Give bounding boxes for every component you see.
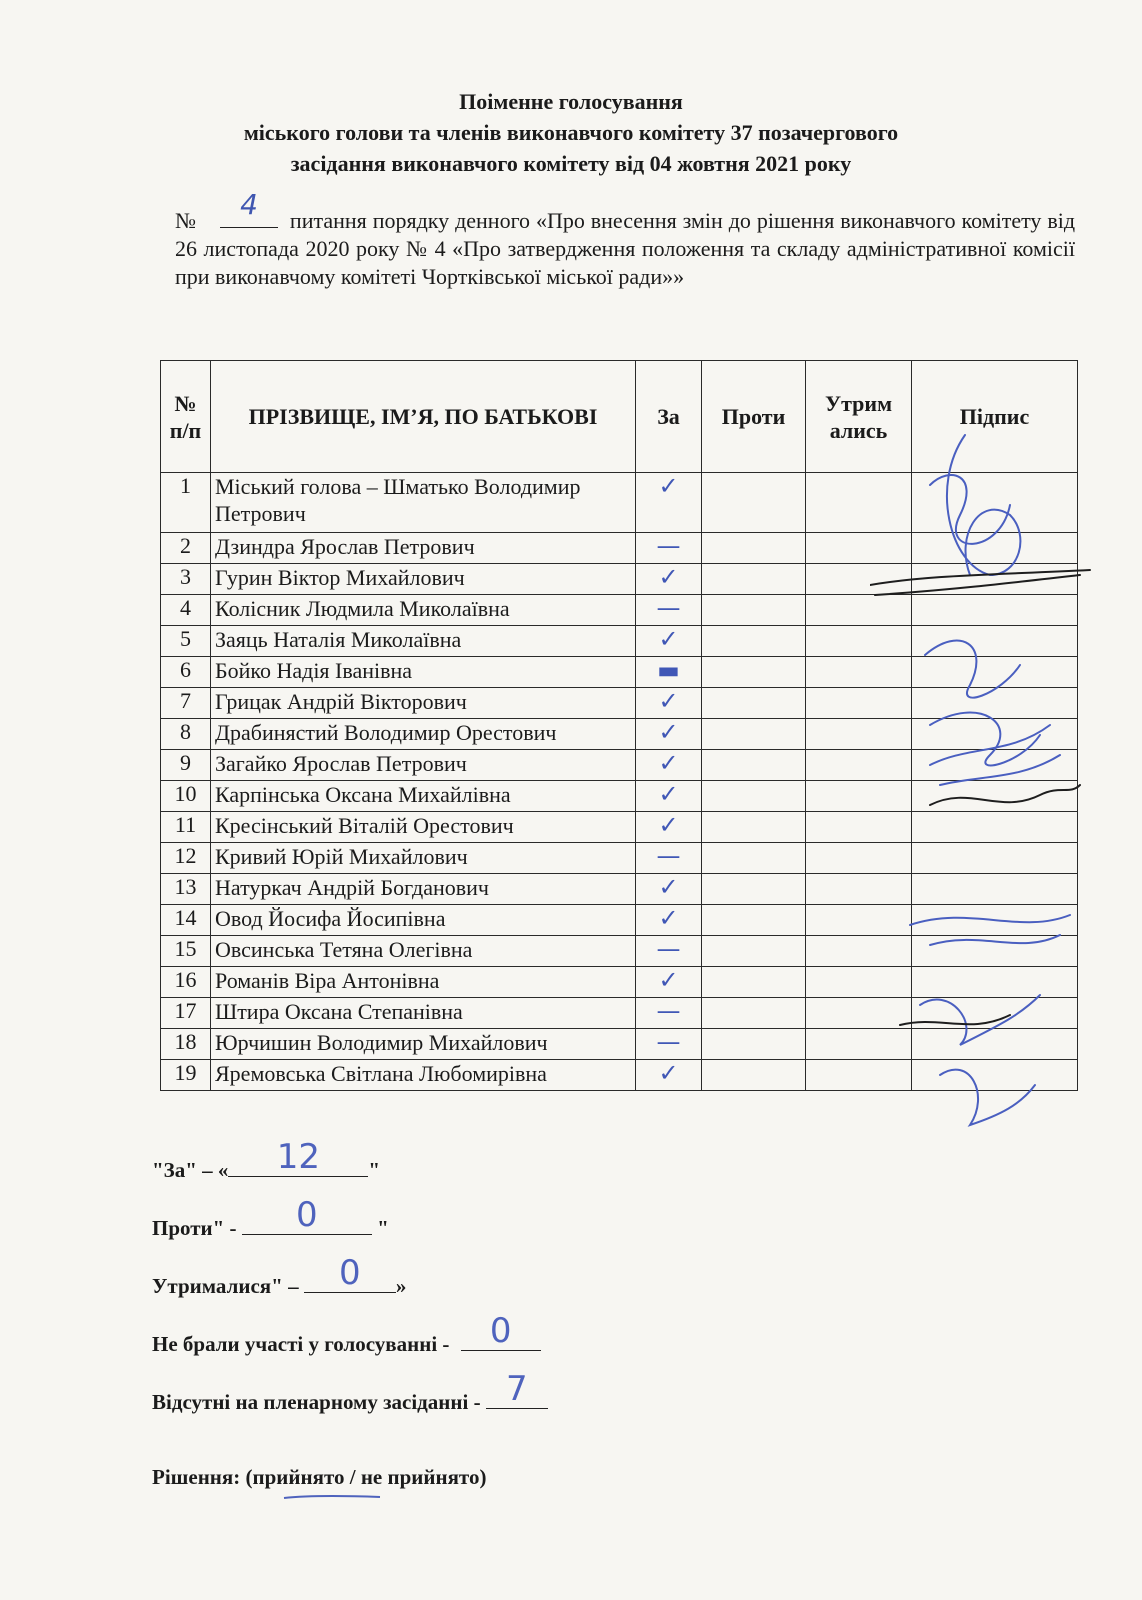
row-for	[636, 626, 702, 657]
total-not-voting-blank	[461, 1311, 541, 1351]
row-abstained	[806, 1029, 912, 1060]
title-line-2: міського голови та членів виконавчого комітету 37 позачергового	[243, 120, 899, 145]
row-abstained	[806, 998, 912, 1029]
row-against	[702, 874, 806, 905]
header-number: № п/п	[161, 361, 211, 473]
row-abstained	[806, 812, 912, 843]
row-for	[636, 781, 702, 812]
vote-row	[161, 998, 1078, 1029]
row-abstained	[806, 626, 912, 657]
row-abstained	[806, 967, 912, 998]
row-abstained	[806, 843, 912, 874]
row-for	[636, 533, 702, 564]
row-against	[702, 688, 806, 719]
row-against	[702, 719, 806, 750]
total-abstained-blank	[304, 1253, 396, 1293]
row-against	[702, 533, 806, 564]
vote-row	[161, 967, 1078, 998]
vote-row	[161, 1060, 1078, 1091]
total-for-value: 12	[276, 1137, 321, 1177]
row-number: 3	[161, 564, 211, 595]
row-against	[702, 657, 806, 688]
total-abstained-close: »	[395, 1274, 407, 1298]
vote-mark: ✓	[658, 472, 679, 500]
row-for	[636, 1029, 702, 1060]
row-against	[702, 812, 806, 843]
row-number: 6	[161, 657, 211, 688]
row-number: 8	[161, 719, 211, 750]
vote-row	[161, 1029, 1078, 1060]
row-number: 13	[161, 874, 211, 905]
row-number: 2	[161, 533, 211, 564]
row-against	[702, 781, 806, 812]
total-absent-label: Відсутні на пленарному засіданні -	[152, 1390, 486, 1414]
row-signature	[912, 750, 1078, 781]
agenda-item-description: питання порядку денного «Про внесення змін до рішення виконавчого комітету від 26 листопада 2020 року № 4 «Про затвердження положення та складу адміністративної комісії при виконавчому комітеті Чортківської міської ради»»	[175, 208, 1076, 289]
row-against	[702, 843, 806, 874]
row-abstained	[806, 1060, 912, 1091]
vote-row	[161, 719, 1078, 750]
vote-row	[161, 874, 1078, 905]
row-against	[702, 998, 806, 1029]
row-abstained	[806, 874, 912, 905]
vote-mark: ✓	[658, 1059, 679, 1087]
vote-mark: ✓	[658, 718, 679, 746]
vote-mark: ✓	[658, 904, 679, 932]
vote-row	[161, 905, 1078, 936]
vote-mark: ✓	[658, 811, 679, 839]
row-name: Юрчишин Володимир Михайлович	[211, 1029, 636, 1060]
row-abstained	[806, 688, 912, 719]
row-name: Яремовська Світлана Любомирівна	[211, 1060, 636, 1091]
row-signature	[912, 874, 1078, 905]
vote-table-header	[161, 361, 1078, 473]
vote-row	[161, 657, 1078, 688]
row-signature	[912, 719, 1078, 750]
total-against	[152, 1195, 852, 1266]
row-against	[702, 1060, 806, 1091]
row-name: Загайко Ярослав Петрович	[211, 750, 636, 781]
vote-mark: —	[656, 594, 681, 622]
row-name: Дзиндра Ярослав Петрович	[211, 533, 636, 564]
row-for	[636, 657, 702, 688]
vote-mark: ✓	[658, 873, 679, 901]
row-signature	[912, 843, 1078, 874]
agenda-item-number	[220, 188, 278, 228]
row-name: Карпінська Оксана Михайлівна	[211, 781, 636, 812]
row-signature	[912, 626, 1078, 657]
row-number: 19	[161, 1060, 211, 1091]
row-abstained	[806, 657, 912, 688]
vote-row	[161, 533, 1078, 564]
row-number: 5	[161, 626, 211, 657]
row-against	[702, 473, 806, 533]
vote-mark: —	[656, 532, 681, 560]
total-for-label: "За" – «	[152, 1158, 229, 1182]
row-against	[702, 564, 806, 595]
row-abstained	[806, 595, 912, 626]
vote-row	[161, 473, 1078, 533]
title-line-1: Поіменне голосування	[459, 89, 683, 114]
row-for	[636, 688, 702, 719]
total-not-voting-label: Не брали участі у голосуванні -	[152, 1332, 455, 1356]
vote-mark: ✓	[658, 780, 679, 808]
vote-mark: ✓	[658, 687, 679, 715]
total-absent-blank	[486, 1369, 548, 1409]
vote-mark: ✓	[658, 625, 679, 653]
row-signature	[912, 595, 1078, 626]
vote-row	[161, 688, 1078, 719]
total-for-close: "	[368, 1158, 381, 1182]
title-line-3: засідання виконавчого комітету від 04 жовтня 2021 року	[290, 151, 852, 176]
row-number: 7	[161, 688, 211, 719]
total-not-voting-value: 0	[489, 1311, 512, 1351]
total-against-value: 0	[295, 1195, 318, 1235]
row-abstained	[806, 533, 912, 564]
row-against	[702, 1029, 806, 1060]
row-for	[636, 874, 702, 905]
row-signature	[912, 1029, 1078, 1060]
document-title	[0, 86, 1142, 179]
vote-row	[161, 936, 1078, 967]
row-name: Кривий Юрій Михайлович	[211, 843, 636, 874]
vote-mark: —	[656, 842, 681, 870]
row-for	[636, 595, 702, 626]
row-name: Грицак Андрій Вікторович	[211, 688, 636, 719]
row-signature	[912, 533, 1078, 564]
row-number: 17	[161, 998, 211, 1029]
row-for	[636, 812, 702, 843]
row-number: 18	[161, 1029, 211, 1060]
header-against: Проти	[702, 361, 806, 473]
row-abstained	[806, 750, 912, 781]
row-for	[636, 936, 702, 967]
total-for-blank	[228, 1137, 368, 1177]
row-for	[636, 843, 702, 874]
row-against	[702, 905, 806, 936]
total-abstained-value: 0	[339, 1253, 361, 1293]
vote-row	[161, 781, 1078, 812]
row-signature	[912, 781, 1078, 812]
row-signature	[912, 1060, 1078, 1091]
row-abstained	[806, 719, 912, 750]
total-absent-value: 7	[506, 1369, 528, 1409]
row-signature	[912, 688, 1078, 719]
row-abstained	[806, 905, 912, 936]
total-absent	[152, 1369, 852, 1440]
row-number: 15	[161, 936, 211, 967]
row-name: Колісник Людмила Миколаївна	[211, 595, 636, 626]
row-signature	[912, 998, 1078, 1029]
row-for	[636, 967, 702, 998]
row-signature	[912, 564, 1078, 595]
row-against	[702, 595, 806, 626]
row-number: 11	[161, 812, 211, 843]
row-number: 14	[161, 905, 211, 936]
decision-underline	[282, 1493, 382, 1501]
vote-mark: ✓	[658, 563, 679, 591]
vote-mark: ▬	[657, 656, 680, 684]
row-against	[702, 750, 806, 781]
vote-table	[160, 360, 1078, 1091]
row-against	[702, 626, 806, 657]
row-for	[636, 719, 702, 750]
row-number: 12	[161, 843, 211, 874]
vote-row	[161, 595, 1078, 626]
total-against-label: Проти" -	[152, 1216, 242, 1240]
row-name: Заяць Наталія Миколаївна	[211, 626, 636, 657]
vote-mark: ✓	[658, 749, 679, 777]
row-name: Натуркач Андрій Богданович	[211, 874, 636, 905]
vote-row	[161, 812, 1078, 843]
row-signature	[912, 812, 1078, 843]
row-abstained	[806, 936, 912, 967]
decision-line: Рішення: (прийнято / не прийнято)	[152, 1465, 487, 1489]
row-name: Овсинська Тетяна Олегівна	[211, 936, 636, 967]
vote-mark: ✓	[658, 966, 679, 994]
row-signature	[912, 473, 1078, 533]
header-abstained: Утрим ались	[806, 361, 912, 473]
row-for	[636, 750, 702, 781]
row-for	[636, 905, 702, 936]
row-number: 9	[161, 750, 211, 781]
row-name: Кресінський Віталій Орестович	[211, 812, 636, 843]
total-against-blank	[242, 1195, 372, 1235]
row-name: Міський голова – Шматько Володимир Петрович	[211, 473, 636, 533]
vote-row	[161, 843, 1078, 874]
row-number: 4	[161, 595, 211, 626]
row-for	[636, 564, 702, 595]
row-name: Бойко Надія Іванівна	[211, 657, 636, 688]
header-signature: Підпис	[912, 361, 1078, 473]
vote-mark: —	[656, 1028, 681, 1056]
row-signature	[912, 905, 1078, 936]
total-against-close: "	[371, 1216, 389, 1240]
header-name: ПРІЗВИЩЕ, ІМ’Я, ПО БАТЬКОВІ	[211, 361, 636, 473]
row-signature	[912, 657, 1078, 688]
row-abstained	[806, 473, 912, 533]
vote-row	[161, 750, 1078, 781]
row-name: Овод Йосифа Йосипівна	[211, 905, 636, 936]
row-against	[702, 936, 806, 967]
row-number: 1	[161, 473, 211, 533]
vote-mark: —	[656, 997, 681, 1025]
number-sign: №	[175, 208, 197, 233]
vote-mark: —	[656, 935, 681, 963]
row-number: 16	[161, 967, 211, 998]
agenda-item-text	[175, 188, 1076, 291]
agenda-item-number-value: 4	[240, 188, 258, 221]
header-for: За	[636, 361, 702, 473]
row-name: Гурин Віктор Михайлович	[211, 564, 636, 595]
row-name: Драбинястий Володимир Орестович	[211, 719, 636, 750]
total-abstained-label: Утрималися" –	[152, 1274, 304, 1298]
row-signature	[912, 967, 1078, 998]
row-for	[636, 1060, 702, 1091]
row-for	[636, 998, 702, 1029]
row-name: Штира Оксана Степанівна	[211, 998, 636, 1029]
row-signature	[912, 936, 1078, 967]
vote-row	[161, 626, 1078, 657]
row-name: Романів Віра Антонівна	[211, 967, 636, 998]
vote-row	[161, 564, 1078, 595]
row-abstained	[806, 781, 912, 812]
row-number: 10	[161, 781, 211, 812]
row-for	[636, 473, 702, 533]
row-abstained	[806, 564, 912, 595]
row-against	[702, 967, 806, 998]
vote-totals	[152, 1137, 852, 1440]
